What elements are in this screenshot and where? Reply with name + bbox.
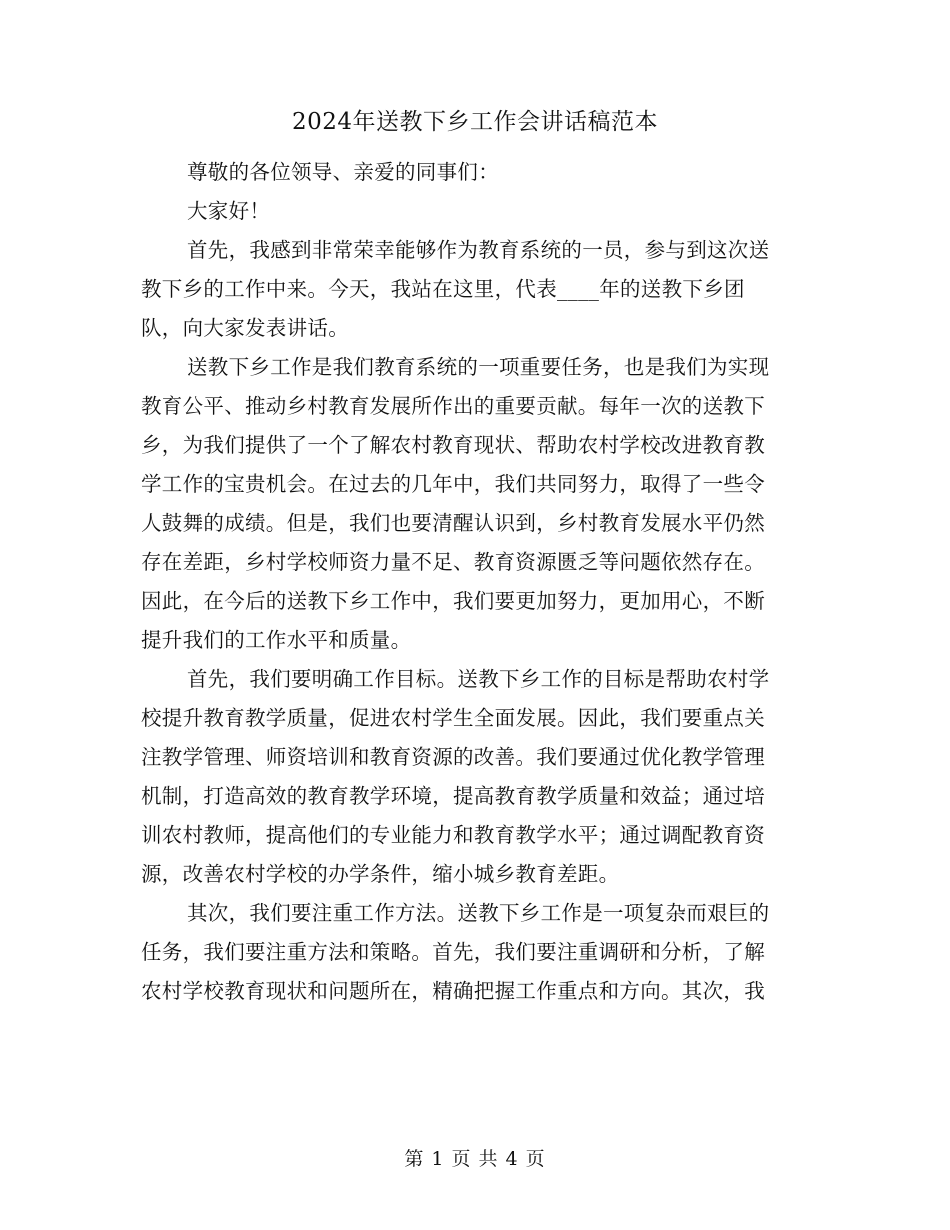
paragraph-line: 教育公平、推动乡村教育发展所作出的重要贡献。每年一次的送教下 <box>141 394 765 418</box>
paragraph-line: 其次，我们要注重工作方法。送教下乡工作是一项复杂而艰巨的 <box>187 901 770 925</box>
paragraph-line: 农村学校教育现状和问题所在，精确把握工作重点和方向。其次，我 <box>141 979 765 1003</box>
paragraph-line: 学工作的宝贵机会。在过去的几年中，我们共同努力，取得了一些令 <box>141 472 765 496</box>
paragraph-line: 送教下乡工作是我们教育系统的一项重要任务，也是我们为实现 <box>187 355 770 379</box>
paragraph-line: 注教学管理、师资培训和教育资源的改善。我们要通过优化教学管理 <box>141 745 765 769</box>
document-title: 2024年送教下乡工作会讲话稿范本 <box>291 109 659 135</box>
paragraph-line: 存在差距，乡村学校师资力量不足、教育资源匮乏等问题依然存在。 <box>141 550 765 574</box>
paragraph-line: 机制，打造高效的教育教学环境，提高教育教学质量和效益；通过培 <box>141 784 765 808</box>
salutation-line: 尊敬的各位领导、亲爱的同事们： <box>187 160 499 184</box>
paragraph-line: 源，改善农村学校的办学条件，缩小城乡教育差距。 <box>141 862 620 886</box>
page-number: 第 1 页 共 4 页 <box>404 1148 546 1170</box>
paragraph-line: 任务，我们要注重方法和策略。首先，我们要注重调研和分析，了解 <box>141 940 765 964</box>
document-body <box>141 153 801 1011</box>
paragraph-line: 首先，我们要明确工作目标。送教下乡工作的目标是帮助农村学 <box>187 667 770 691</box>
paragraph-line: 提升我们的工作水平和质量。 <box>141 628 412 652</box>
paragraph-line: 队，向大家发表讲话。 <box>141 316 349 340</box>
paragraph-line: 训农村教师，提高他们的专业能力和教育教学水平；通过调配教育资 <box>141 823 765 847</box>
paragraph-line: 因此，在今后的送教下乡工作中，我们要更加努力，更加用心，不断 <box>141 589 765 613</box>
paragraph-line: 人鼓舞的成绩。但是，我们也要清醒认识到，乡村教育发展水平仍然 <box>141 511 765 535</box>
greeting-line: 大家好！ <box>187 199 271 223</box>
paragraph-line: 教下乡的工作中来。今天，我站在这里，代表____年的送教下乡团 <box>141 277 745 301</box>
paragraph-line: 乡，为我们提供了一个了解农村教育现状、帮助农村学校改进教育教 <box>141 433 765 457</box>
paragraph-line: 校提升教育教学质量，促进农村学生全面发展。因此，我们要重点关 <box>141 706 765 730</box>
paragraph-line: 首先，我感到非常荣幸能够作为教育系统的一员，参与到这次送 <box>187 238 770 262</box>
